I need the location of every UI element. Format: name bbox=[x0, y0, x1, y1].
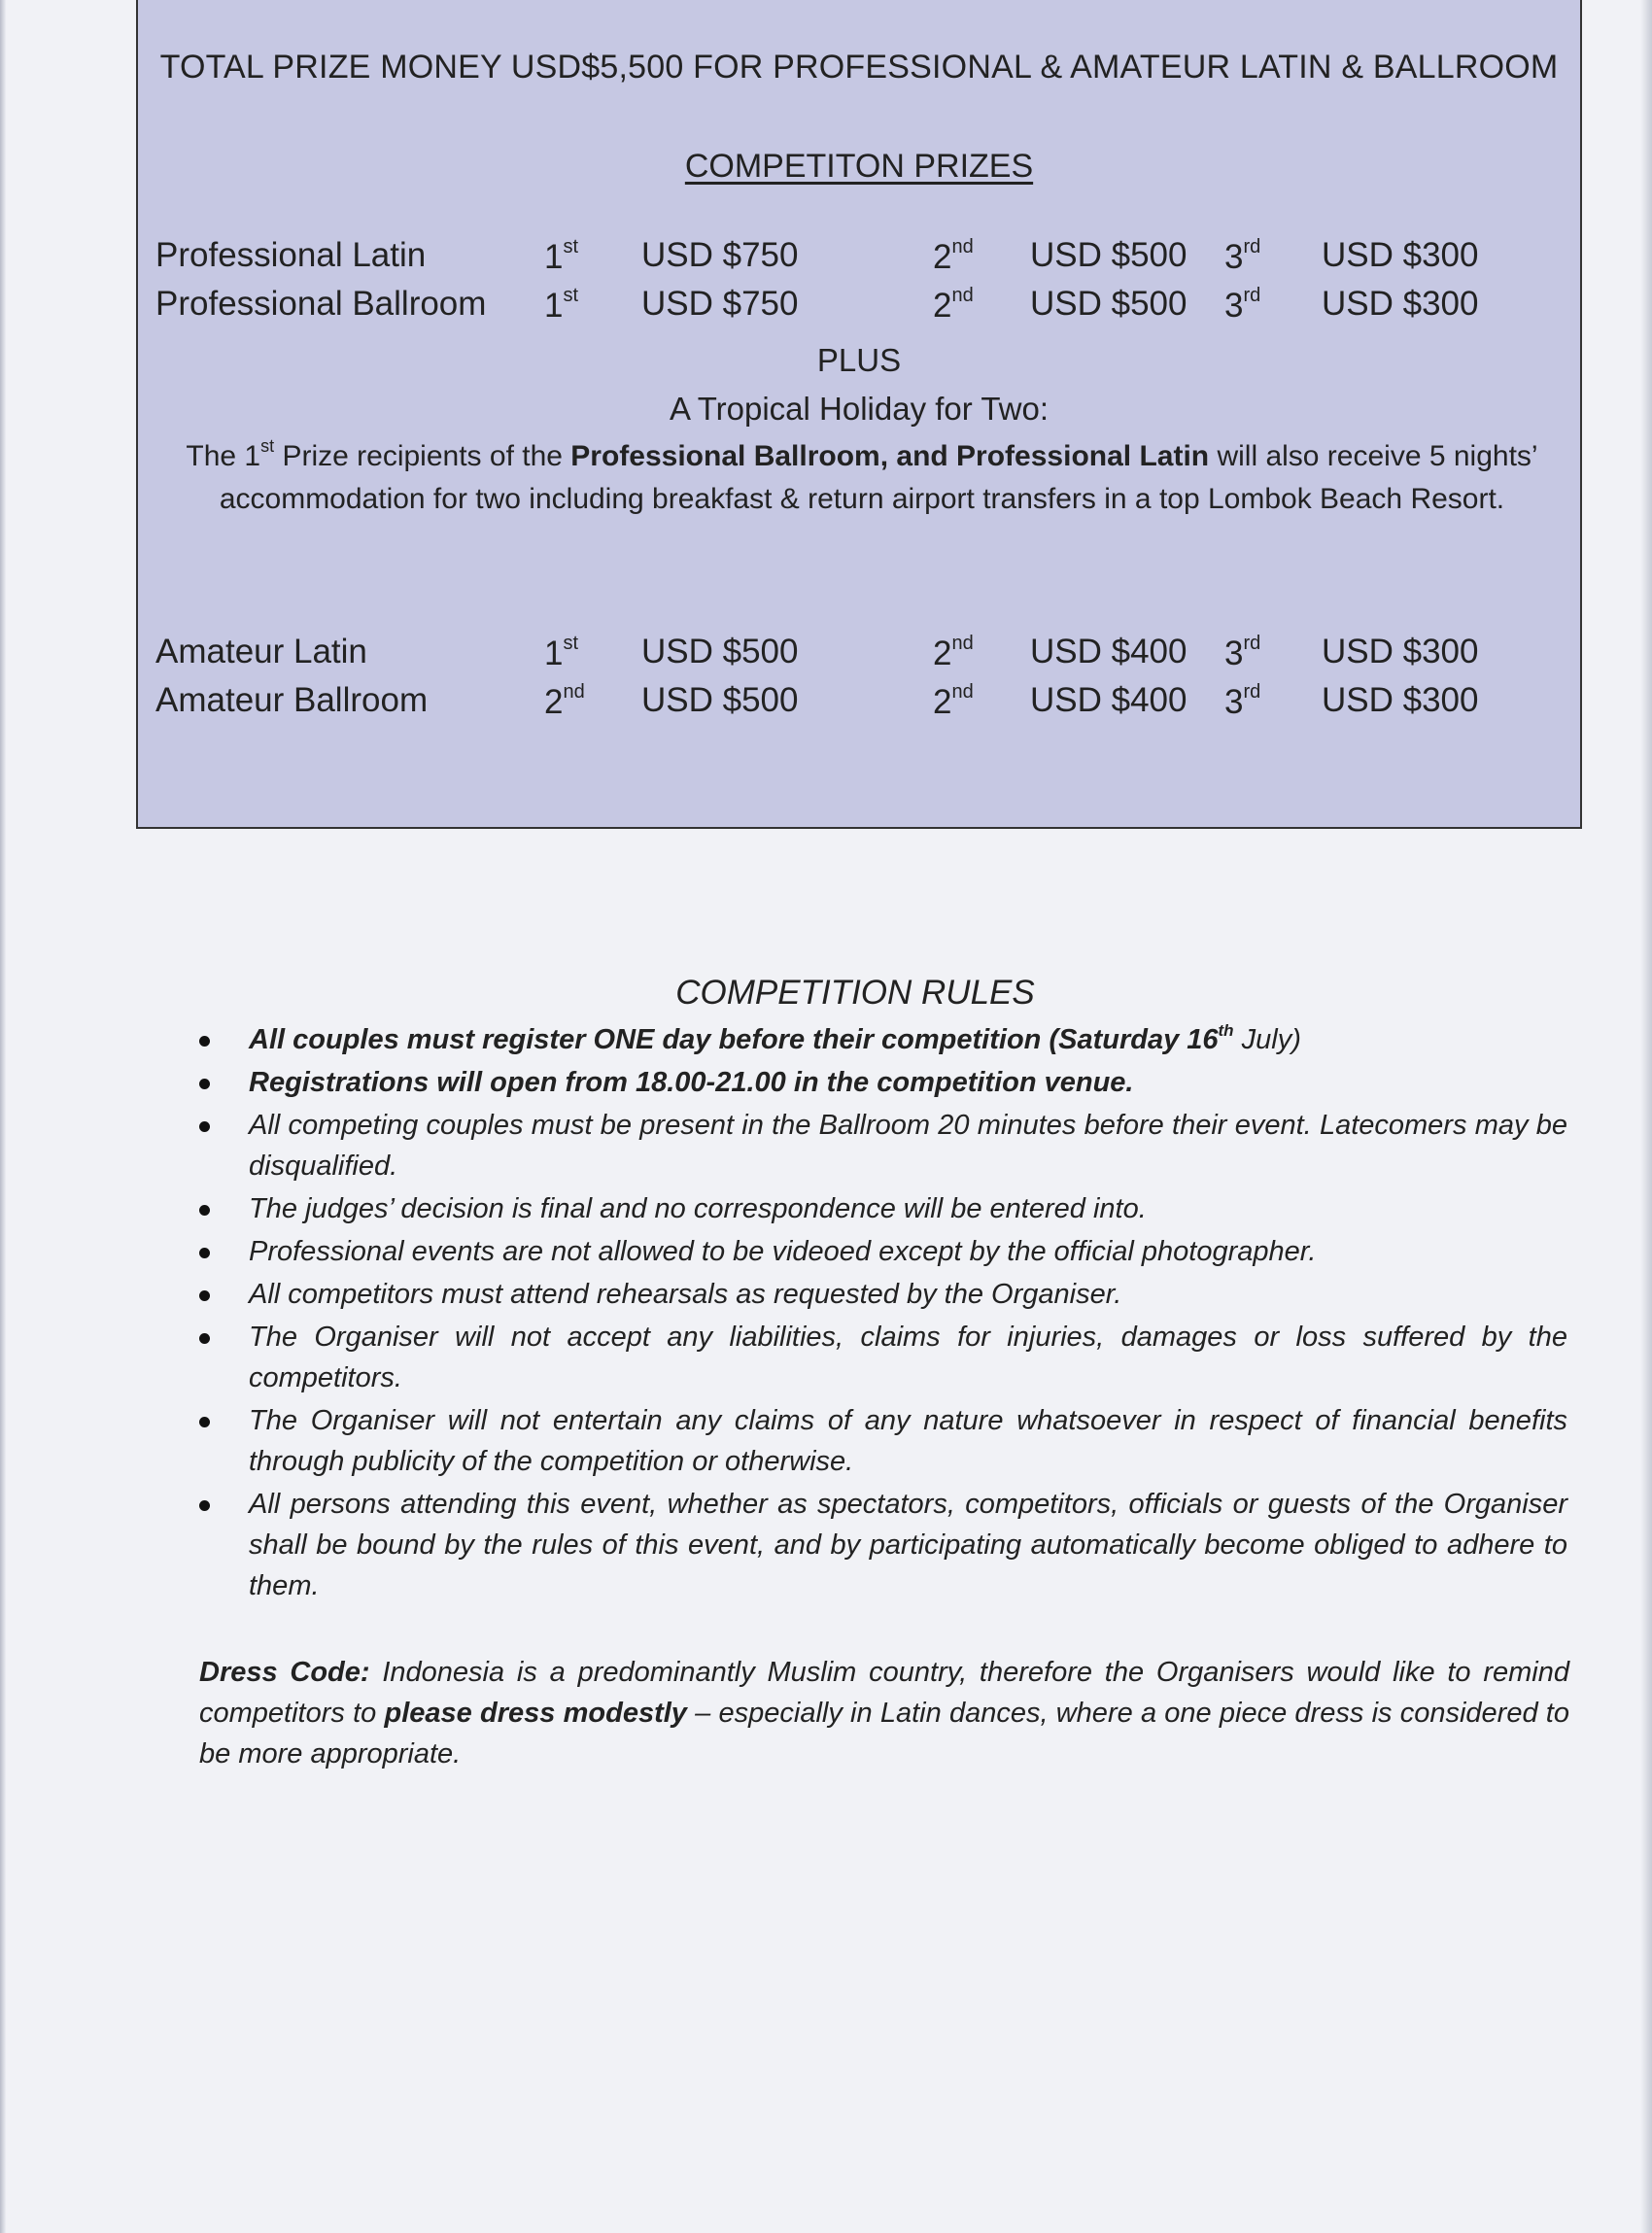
bullet-icon bbox=[199, 1333, 210, 1344]
prize-category: Professional Ballroom bbox=[155, 285, 487, 323]
prize-amount: USD $300 bbox=[1322, 285, 1479, 323]
plus-label: PLUS bbox=[816, 342, 902, 378]
prize-amount: USD $300 bbox=[1322, 633, 1479, 670]
rule-item: All competitors must attend rehearsals as requested by the Organiser. bbox=[199, 1274, 1567, 1315]
rule-item: The judges’ decision is final and no correspondence will be entered into. bbox=[199, 1188, 1567, 1229]
prize-amount: USD $500 bbox=[1030, 236, 1187, 274]
prize-amount: USD $500 bbox=[641, 633, 799, 670]
prize-box bbox=[136, 0, 1582, 829]
place-first: 2nd bbox=[544, 681, 585, 721]
bullet-icon bbox=[199, 1121, 210, 1132]
place-second: 2nd bbox=[933, 285, 974, 325]
place-first: 1st bbox=[544, 633, 579, 672]
place-second: 2nd bbox=[933, 681, 974, 721]
prize-amount: USD $300 bbox=[1322, 236, 1479, 274]
prize-amount: USD $300 bbox=[1322, 681, 1479, 719]
rule-item: Professional events are not allowed to be videoed except by the official photographer. bbox=[199, 1231, 1567, 1272]
holiday-description: The 1st Prize recipients of the Professional Ballroom, and Professional Latin will also receive 5 nights’ accommodation for two including breakfast & return airport transfers in a top Lombok Beach Resort. bbox=[186, 436, 1538, 515]
prize-row-amateur-ballroom bbox=[138, 681, 1580, 728]
dress-code: Dress Code: Indonesia is a predominantly Muslim country, therefore the Organisers would like to remind competitors to please dress modestly – especially in Latin dances, where a one piece dress is considered to be more appropriate. bbox=[199, 1657, 1569, 1769]
bullet-icon bbox=[199, 1290, 210, 1301]
rule-item: All couples must register ONE day before their competition (Saturday 16th July) bbox=[199, 1019, 1567, 1060]
prize-amount: USD $400 bbox=[1030, 681, 1187, 719]
prize-amount: USD $500 bbox=[1030, 285, 1187, 323]
prize-row-professional-latin bbox=[138, 236, 1580, 283]
prize-amount: USD $750 bbox=[641, 236, 799, 274]
rule-item: Registrations will open from 18.00-21.00 in the competition venue. bbox=[199, 1062, 1567, 1103]
place-second: 2nd bbox=[933, 236, 974, 276]
bullet-icon bbox=[199, 1500, 210, 1511]
place-second: 2nd bbox=[933, 633, 974, 672]
prize-amount: USD $400 bbox=[1030, 633, 1187, 670]
page-edge bbox=[1640, 0, 1652, 2233]
prizes-heading: COMPETITON PRIZES bbox=[684, 148, 1034, 185]
prize-category: Amateur Latin bbox=[155, 633, 367, 670]
bullet-icon bbox=[199, 1079, 210, 1089]
rule-item: The Organiser will not entertain any claims of any nature whatsoever in respect of financial benefits through publicity of the competition or otherwise. bbox=[199, 1400, 1567, 1482]
bullet-icon bbox=[199, 1205, 210, 1216]
holiday-title: A Tropical Holiday for Two: bbox=[669, 391, 1050, 427]
page-edge bbox=[0, 0, 6, 2233]
place-third: 3rd bbox=[1224, 236, 1261, 276]
bullet-icon bbox=[199, 1036, 210, 1047]
prize-amount: USD $500 bbox=[641, 681, 799, 719]
place-third: 3rd bbox=[1224, 285, 1261, 325]
dress-code-label: Dress Code: bbox=[199, 1657, 370, 1688]
prize-category: Professional Latin bbox=[155, 236, 427, 274]
prize-row-amateur-latin bbox=[138, 633, 1580, 679]
bullet-icon bbox=[199, 1417, 210, 1427]
prize-row-professional-ballroom bbox=[138, 285, 1580, 331]
rule-item: The Organiser will not accept any liabilities, claims for injuries, damages or loss suffered by the competitors. bbox=[199, 1317, 1567, 1398]
rule-item: All competing couples must be present in the Ballroom 20 minutes before their event. Latecomers may be disqualified. bbox=[199, 1105, 1567, 1186]
rules-heading: COMPETITION RULES bbox=[675, 974, 1035, 1012]
total-prize-title: TOTAL PRIZE MONEY USD$5,500 FOR PROFESSIONAL & AMATEUR LATIN & BALLROOM bbox=[159, 49, 1559, 86]
prize-amount: USD $750 bbox=[641, 285, 799, 323]
place-first: 1st bbox=[544, 236, 579, 276]
place-third: 3rd bbox=[1224, 633, 1261, 672]
bullet-icon bbox=[199, 1248, 210, 1258]
rules-list bbox=[199, 1019, 1567, 1608]
prize-category: Amateur Ballroom bbox=[155, 681, 429, 719]
place-third: 3rd bbox=[1224, 681, 1261, 721]
rule-item: All persons attending this event, whether as spectators, competitors, officials or guests of the Organiser shall be bound by the rules of this event, and by participating automatically become obliged to adhere to them. bbox=[199, 1484, 1567, 1606]
place-first: 1st bbox=[544, 285, 579, 325]
